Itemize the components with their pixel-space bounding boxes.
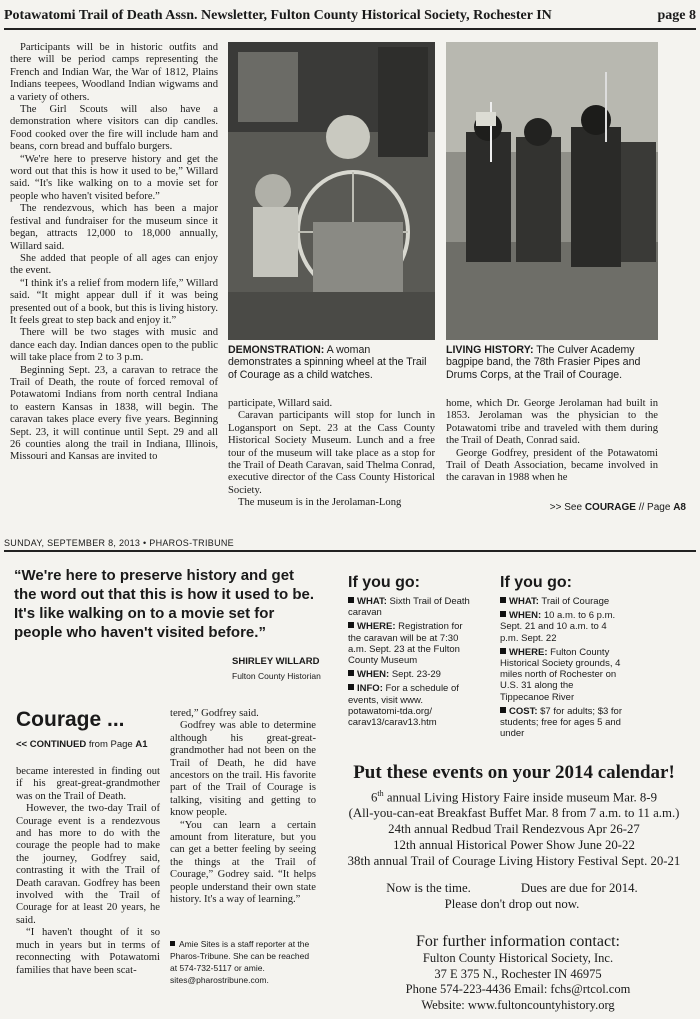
caption-text: The Culver Academy bagpipe band, the 78th Frasier Pipes and Drums Corps, at the Trail of Courage. [446, 344, 641, 381]
paragraph: She added that people of all ages can enjoy the event. [10, 252, 218, 277]
paragraph: “I haven't thought of it so much in years but in terms of reconnecting with Potawatomi families that have been scat- [16, 927, 160, 976]
paragraph: George Godfrey, president of the Potawatomi Trail of Death Association, became involved in the caravan in 1988 when he [446, 447, 658, 484]
calendar-title: Put these events on your 2014 calendar! [353, 762, 675, 783]
info-item: WHERE: Fulton County Historical Society grounds, 4 miles north of Rochester on U.S. 31 along the Tippecanoe River [500, 646, 621, 703]
info-item: WHERE: Registration for the caravan will be at 7:30 a.m. Sept. 23 at the Fulton County Museum [348, 621, 463, 667]
bullet-icon [500, 597, 506, 603]
if-you-go-title: If you go: [500, 574, 572, 591]
paragraph: participate, Willard said. [228, 398, 333, 409]
paragraph: The rendezvous, which has been a major festival and fundraiser for the museum since it began, attracts 12,000 to 18,000 annually, Willard said. [10, 203, 218, 252]
newspaper-dateline: SUNDAY, SEPTEMBER 8, 2013 • PHAROS-TRIBUNE [4, 538, 696, 552]
paragraph: home, which Dr. George Jerolaman had built in 1853. Jerolaman was the physician to the Potawatomi tribe and traveled with them during the Trail of Death, Conrad said. [446, 398, 658, 447]
info-item: WHEN: Sept. 23-29 [348, 669, 473, 680]
info-item: INFO: For a schedule of events, visit www. potawatomi-tda.org/ carav13/carav13.htm [348, 683, 459, 729]
pull-quote-author: SHIRLEY WILLARD [232, 656, 320, 667]
see-courage-jump: >> See COURAGE // Page A8 [549, 502, 686, 513]
if-you-go-caravan [348, 573, 473, 731]
calendar-box [328, 762, 700, 869]
paragraph: “We're here to preserve history and get the word out that this is how it used to be,” Willard said. “It's like walking on to a movie set for people who haven't visited before.” [10, 153, 218, 202]
article-column-1 [10, 42, 218, 464]
pull-quote-role: Fulton County Historian [232, 671, 321, 681]
spinning-wheel-photo [228, 42, 435, 340]
paragraph: Participants will be in historic outfits and there will be period camps representing the French and Indian War, the War of 1812, Plains Indians teepees, Woodland Indian wigwams and a variety of others. [10, 42, 218, 103]
bullet-icon [170, 941, 175, 946]
photo-caption-demonstration [228, 344, 428, 381]
paragraph: The museum is in the Jerolaman-Long [238, 497, 402, 509]
bullet-icon [348, 622, 354, 628]
dues-reminder [352, 880, 672, 912]
article-column-2 [228, 398, 435, 510]
dues-dont: Please don't drop out now. [444, 897, 580, 911]
dues-due: Dues are due for 2014. [520, 881, 638, 895]
courage-column-1 [16, 766, 160, 977]
caption-text: A woman demonstrates a spinning wheel at the Trail of Courage as a child watches. [228, 344, 427, 381]
bullet-icon [348, 597, 354, 603]
calendar-event: (All-you-can-eat Breakfast Buffet Mar. 8 from 7 a.m. to 11 a.m.) [348, 806, 680, 821]
page-number: page 8 [657, 8, 696, 23]
bullet-icon [500, 648, 506, 654]
continued-from-line: << CONTINUED from Page A1 [16, 739, 148, 750]
courage-headline: Courage ... [16, 708, 125, 731]
bagpipe-band-photo [446, 42, 658, 340]
if-you-go-title: If you go: [348, 574, 420, 591]
author-byline: Amie Sites is a staff reporter at the Pharos-Tribune. She can be reached at 574-732-5117 or amie. sites@pharostribune.com. [170, 939, 310, 985]
contact-org: Fulton County Historical Society, Inc. [422, 951, 614, 965]
calendar-event: 38th annual Trail of Courage Living History Festival Sept. 20-21 [347, 854, 681, 869]
calendar-event: 6th annual Living History Faire inside museum Mar. 8-9 [371, 789, 657, 805]
paragraph: tered,” Godfrey said. [170, 708, 259, 719]
paragraph: Caravan participants will stop for lunch in Logansport on Sept. 23 at the Cass County Historical Society Museum. Lunch and a free tour of the museum will take place as a stop for the Trail of Death Caravan, said Thelma Conrad, executive director of the Cass County Historical Society. [228, 410, 435, 496]
photo-caption-living-history [446, 344, 660, 381]
bullet-icon [348, 670, 354, 676]
pull-quote: “We're here to preserve history and get the word out that this is how it used to be. It's like walking on to a movie set for people who haven't visited before.” [14, 567, 314, 641]
calendar-event: 24th annual Redbud Trail Rendezvous Apr 26-27 [388, 822, 640, 837]
paragraph: Godfrey was able to determine although his great-great-grandmother had not been on the Trail of Death, he did have ancestors on the trail. His favorite part of the Trail of Courage is talking, visiting and getting to know people. [170, 720, 316, 819]
contact-box [358, 932, 678, 1013]
caption-label: LIVING HISTORY: [446, 344, 534, 356]
dues-now: Now is the time. [386, 881, 471, 895]
newsletter-header [4, 8, 696, 30]
paragraph: There will be two stages with music and dance each day. Indian dances open to the public will take place from 2 to 3 p.m. [10, 327, 218, 364]
bullet-icon [500, 611, 506, 617]
info-item: WHEN: 10 a.m. to 6 p.m. Sept. 21 and 10 a.m. to 4 p.m. Sept. 22 [500, 610, 616, 644]
contact-title: For further information contact: [416, 933, 620, 950]
newsletter-title: Potawatomi Trail of Death Assn. Newsletter, Fulton County Historical Society, Rochester IN [4, 8, 552, 23]
calendar-event: 12th annual Historical Power Show June 20-22 [393, 838, 635, 853]
bullet-icon [500, 707, 506, 713]
paragraph: However, the two-day Trail of Courage event is a rendezvous and has more to do with the courage the people had to make the journey, Godfrey said, contrasting it with the Trail of Death caravan. Godfrey has been involved with the Trail of Courage for at least 20 years, he said. [16, 803, 160, 926]
spinning-wheel-photo-image [228, 42, 435, 340]
info-item: COST: $7 for adults; $3 for students; free for ages 5 and under [500, 705, 622, 740]
bagpipe-band-photo-image [446, 42, 658, 340]
paragraph: The Girl Scouts will also have a demonstration where visitors can dip candles. Food cooked over the fire will include ham and beans, corn bread and buffalo burgers. [10, 104, 218, 153]
bullet-icon [348, 684, 354, 690]
contact-website[interactable]: Website: www.fultoncountyhistory.org [421, 997, 615, 1012]
paragraph: “You can learn a certain amount from literature, but you can get a better feeling by seeing the things at the Trail of Courage,” Godrey said. “It helps people understand their own state history. It's a way of learning.” [170, 819, 316, 906]
paragraph: Beginning Sept. 23, a caravan to retrace the Trail of Death, the route of forced removal of Potawatomi Indians from north central Indiana to eastern Kansas in 1838, will begin. The caravan takes place every five years. Beginning Sept. 23, it will continue until Sept. 29 and all 26 counties along the trail in Indiana, Illinois, Missouri and Kansas are invited to [10, 364, 218, 463]
info-item: WHAT: Sixth Trail of Death caravan [348, 596, 470, 619]
article-column-3 [446, 398, 658, 485]
contact-phone: Phone 574-223-4436 Email: fchs@rtcol.com [405, 982, 631, 996]
paragraph: became interested in finding out if his great-great-grandmother was on the Trail of Death. [16, 766, 160, 802]
courage-column-2 [170, 708, 316, 907]
paragraph: “I think it's a relief from modern life,” Willard said. “It might appear dull if it was being presented out of a book, but this is living history. It feels great to step back and enjoy it.” [10, 277, 218, 326]
caption-label: DEMONSTRATION: [228, 344, 325, 356]
if-you-go-trail-of-courage [500, 573, 625, 742]
info-item: WHAT: Trail of Courage [500, 596, 625, 607]
contact-address: 37 E 375 N., Rochester IN 46975 [434, 966, 602, 981]
